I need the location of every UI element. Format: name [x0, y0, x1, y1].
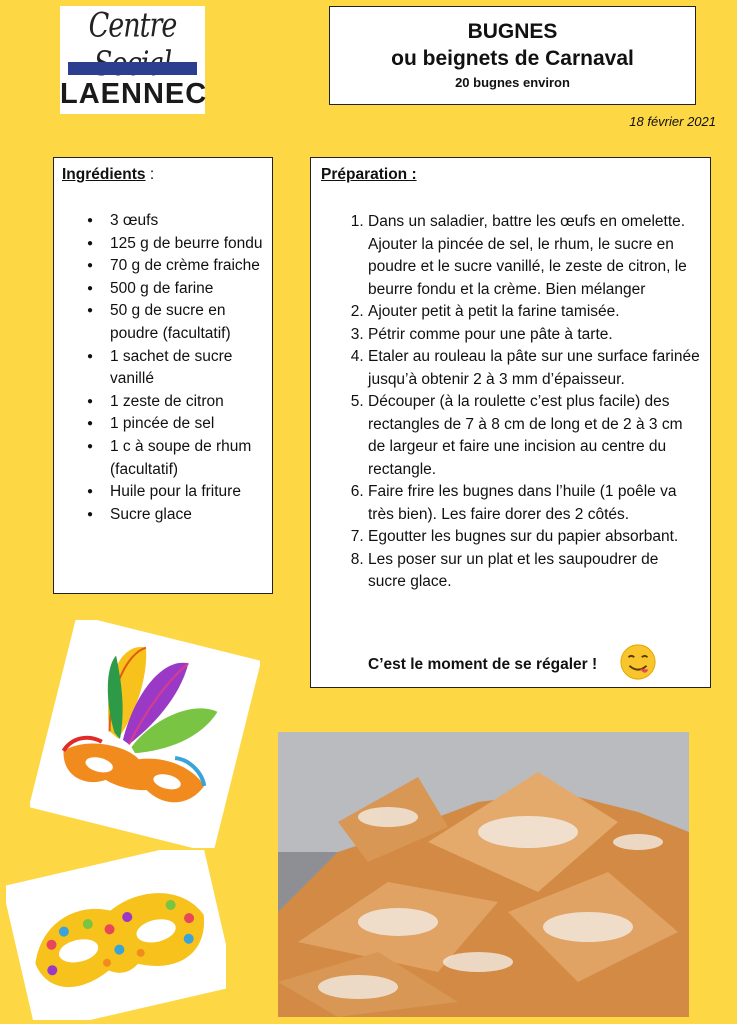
- yum-face-icon: [619, 643, 657, 681]
- ingredients-list: [62, 210, 264, 526]
- preparation-steps: [321, 211, 700, 594]
- polka-dot-mask-image: [6, 850, 226, 1020]
- list-item: ● 1 pincée de sel: [110, 413, 264, 436]
- list-item: ● 1 sachet de sucre vanillé: [110, 346, 264, 391]
- step-item: 7. Egoutter les bugnes sur du papier absorbant.: [368, 526, 700, 549]
- list-item: ● 125 g de beurre fondu: [110, 233, 264, 256]
- list-item: ● Huile pour la friture: [110, 481, 264, 504]
- step-item: 3. Pétrir comme pour une pâte à tarte.: [368, 324, 700, 347]
- logo-laennec-text: LAENNEC: [60, 78, 208, 110]
- step-item: 5. Découper (à la roulette c’est plus facile) des rectangles de 7 à 8 cm de long et de 2 à 3 cm de largeur et faire une incision au centre du rectangle.: [368, 391, 700, 481]
- ingredients-box: [53, 157, 273, 594]
- step-item: 1. Dans un saladier, battre les œufs en omelette. Ajouter la pincée de sel, le rhum, le sucre en poudre et le sucre vanillé, le zeste de citron, le beurre fondu et la crème. Bien mélanger: [368, 211, 700, 301]
- final-message: C’est le moment de se régaler !: [368, 656, 598, 673]
- step-item: 2. Ajouter petit à petit la farine tamisée.: [368, 301, 700, 324]
- recipe-subtitle: ou beignets de Carnaval: [391, 47, 634, 70]
- logo-bar: [68, 62, 197, 75]
- list-item: ● Sucre glace: [110, 504, 264, 527]
- list-item: ● 70 g de crème fraiche: [110, 255, 264, 278]
- step-item: 8. Les poser sur un plat et les saupoudrer de sucre glace.: [368, 549, 700, 594]
- step-item: 6. Faire frire les bugnes dans l’huile (1 poêle va très bien). Les faire dorer des 2 côtés.: [368, 481, 700, 526]
- recipe-date: 18 février 2021: [629, 114, 716, 129]
- list-item: ● 500 g de farine: [110, 278, 264, 301]
- list-item: ● 50 g de sucre en poudre (facultatif): [110, 300, 264, 345]
- list-item: ● 1 c à soupe de rhum (facultatif): [110, 436, 264, 481]
- preparation-heading: Préparation :: [321, 166, 417, 183]
- logo-script-text: Centre: [88, 6, 177, 45]
- list-item: ● 3 œufs: [110, 210, 264, 233]
- list-item: ● 1 zeste de citron: [110, 391, 264, 414]
- ingredients-heading: Ingrédients :: [62, 166, 155, 183]
- carnival-feathers-mask-image: [30, 620, 260, 848]
- preparation-box: [310, 157, 711, 688]
- logo-centre-social-laennec: [60, 6, 208, 114]
- recipe-title: BUGNES: [467, 20, 558, 43]
- step-item: 4. Etaler au rouleau la pâte sur une surface farinée jusqu’à obtenir 2 à 3 mm d’épaisseur.: [368, 346, 700, 391]
- bugnes-photo: [278, 732, 689, 1017]
- title-box: [329, 6, 696, 105]
- recipe-servings: 20 bugnes environ: [455, 75, 570, 90]
